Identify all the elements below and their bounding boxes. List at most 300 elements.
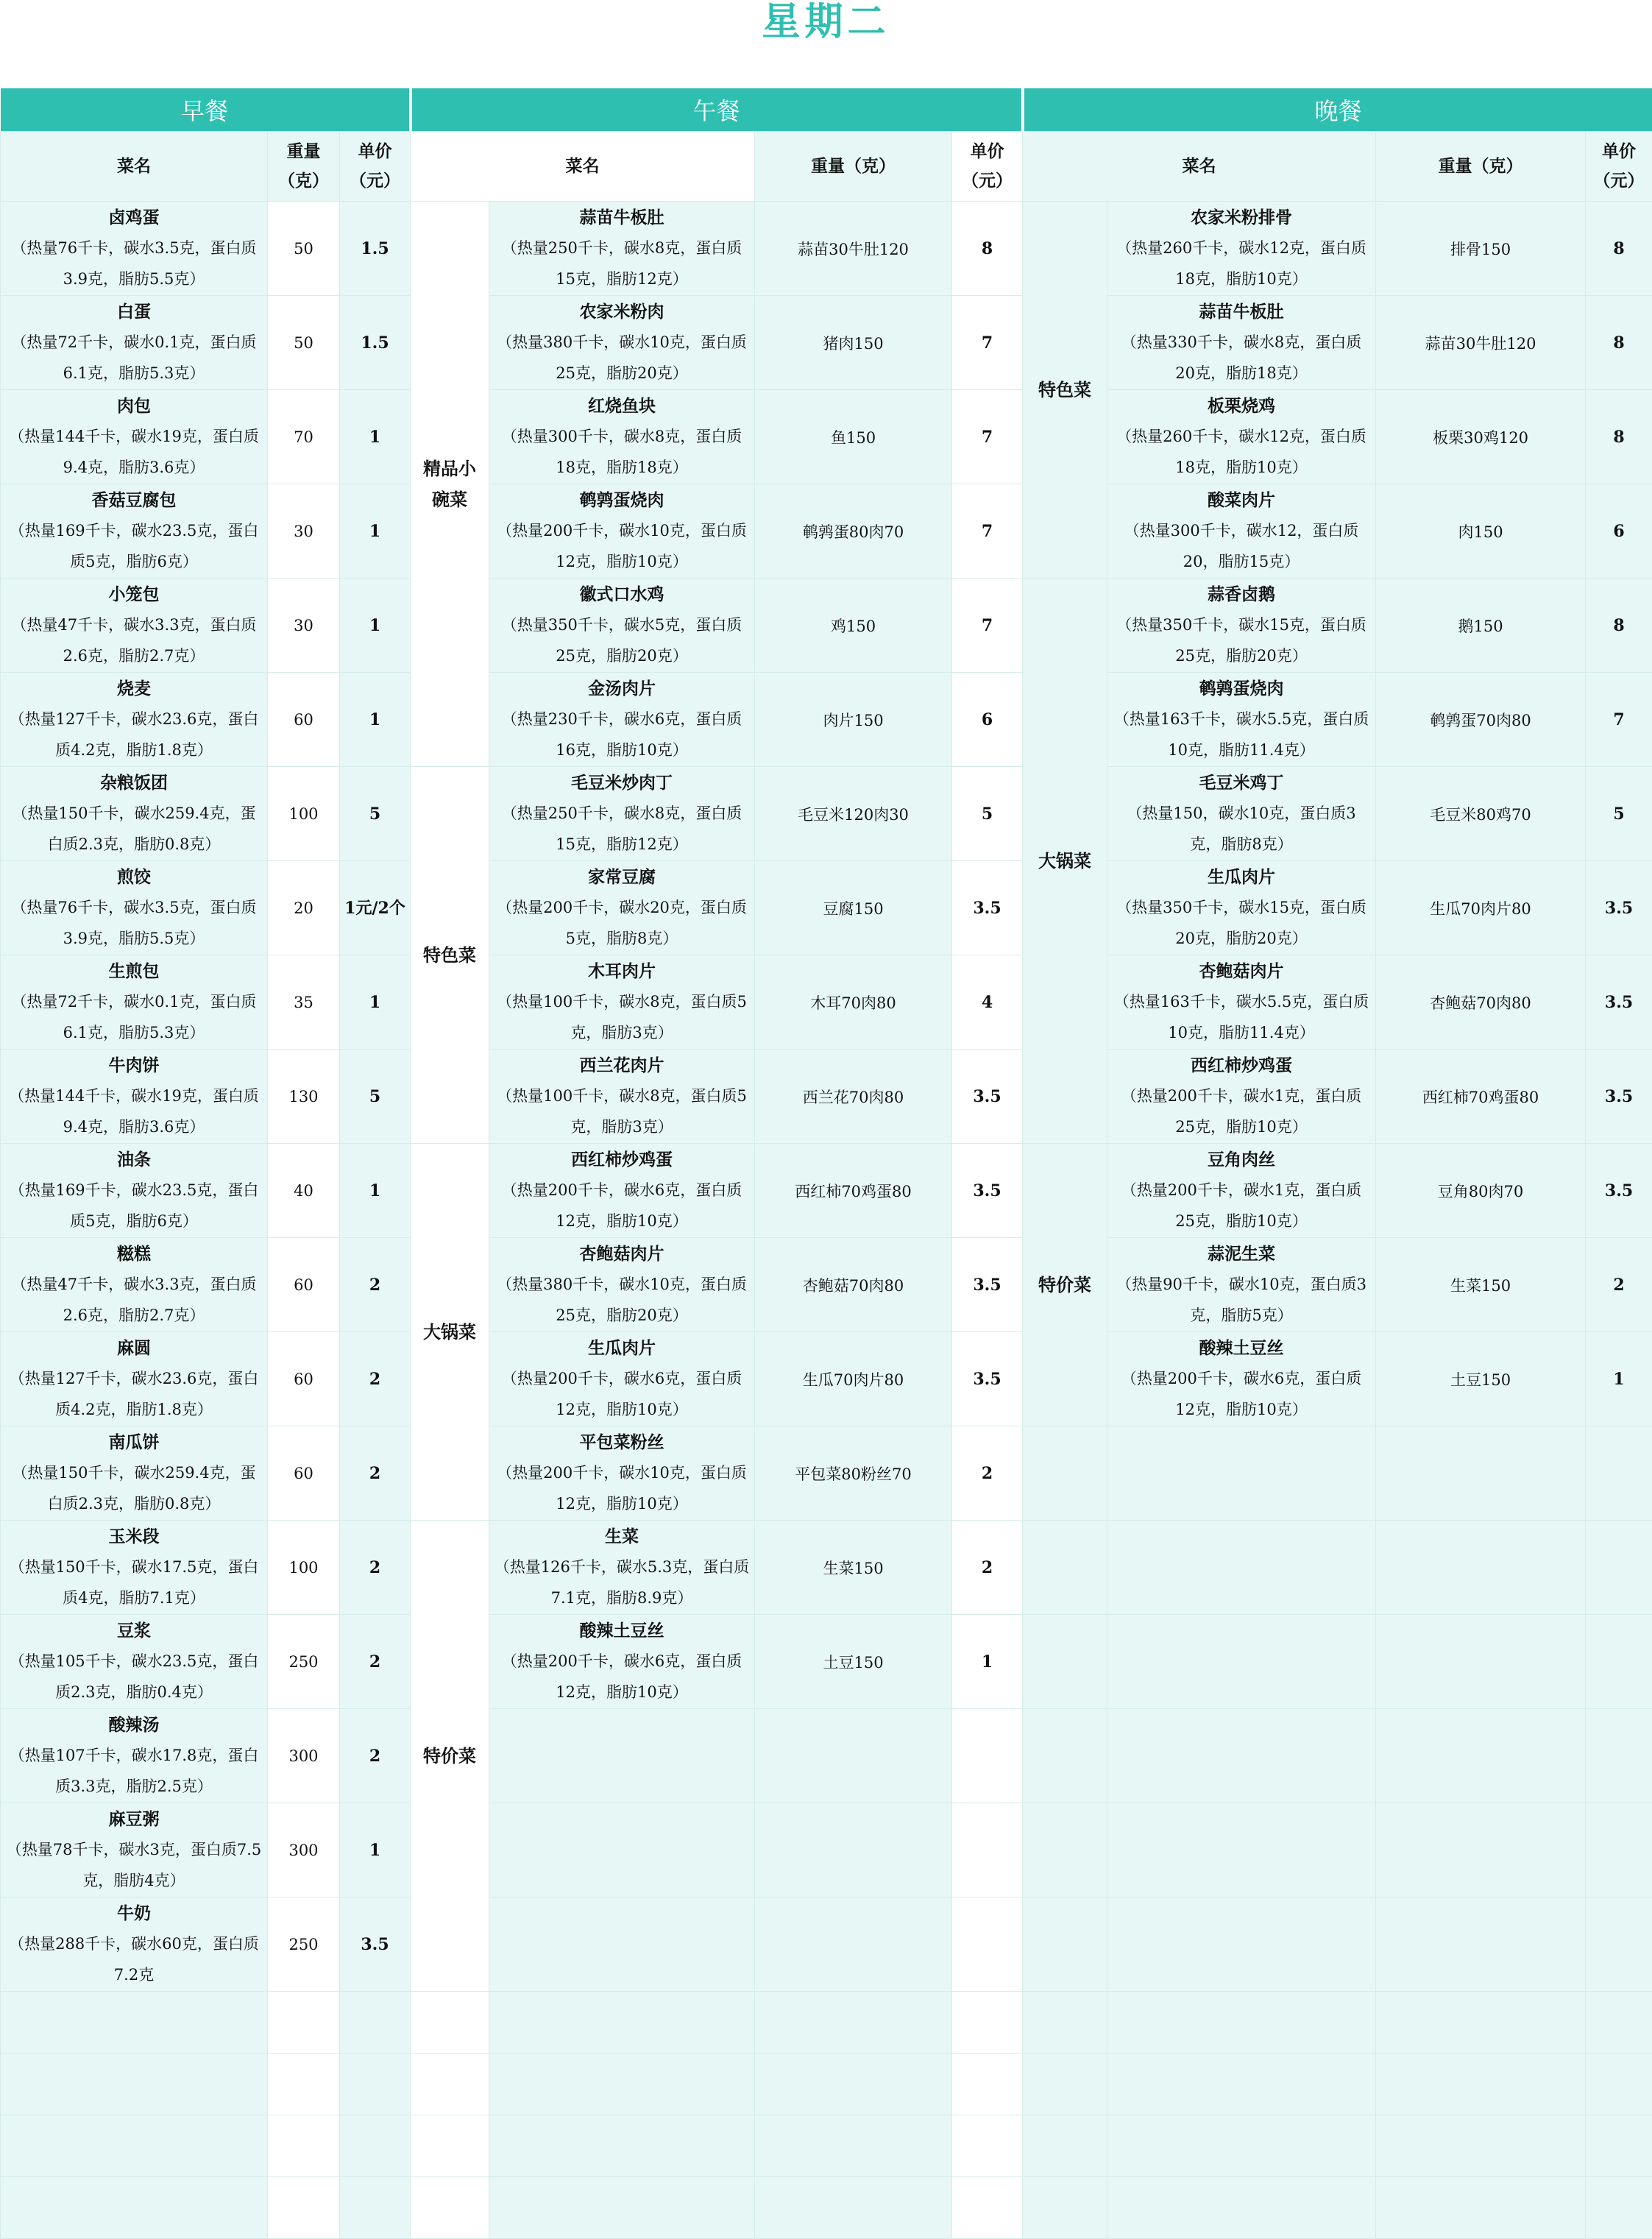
- breakfast-price: 1: [340, 673, 411, 767]
- lunch-dish-nutrition: （热量230千卡，碳水6克，蛋白质16克，脂肪10克）: [494, 704, 750, 765]
- empty-cell: [1023, 2115, 1107, 2177]
- empty-cell: [952, 1803, 1023, 1897]
- menu-row: [1, 1615, 1652, 1709]
- empty-cell: [755, 1992, 952, 2054]
- breakfast-dish: [1, 955, 268, 1050]
- breakfast-dish-name: 杂粮饭团: [5, 768, 263, 798]
- lunch-price: 2: [952, 1521, 1023, 1615]
- breakfast-price: 2: [340, 1426, 411, 1521]
- lunch-weight: 蒜苗30牛肚120: [755, 202, 952, 296]
- empty-cell: [952, 1709, 1023, 1803]
- breakfast-dish: [1, 1615, 268, 1709]
- breakfast-weight: 100: [268, 1521, 340, 1615]
- menu-row: [1, 1897, 1652, 1992]
- dinner-weight: 杏鲍菇70肉80: [1376, 955, 1586, 1050]
- dinner-dish-nutrition: （热量163千卡，碳水5.5克，蛋白质10克，脂肪11.4克）: [1112, 986, 1371, 1048]
- breakfast-dish-nutrition: （热量169千卡，碳水23.5克，蛋白质5克，脂肪6克）: [5, 515, 263, 577]
- dinner-dish-name: 蒜泥生菜: [1112, 1239, 1371, 1269]
- meal-dinner-header: 晚餐: [1023, 88, 1652, 132]
- dinner-weight: 板栗30鸡120: [1376, 390, 1586, 484]
- breakfast-dish: [1, 861, 268, 955]
- dinner-weight: 蒜苗30牛肚120: [1376, 296, 1586, 390]
- meal-header-row: [1, 88, 1652, 132]
- breakfast-dish: [1, 202, 268, 296]
- empty-cell: [268, 1992, 340, 2054]
- breakfast-dish-nutrition: （热量150千卡，碳水259.4克，蛋白质2.3克，脂肪0.8克）: [5, 1457, 263, 1519]
- breakfast-dish-header: 菜名: [1, 132, 268, 202]
- lunch-weight: 西兰花70肉80: [755, 1050, 952, 1144]
- empty-cell: [952, 2054, 1023, 2115]
- dinner-dish-nutrition: （热量350千卡，碳水15克，蛋白质25克，脂肪20克）: [1112, 609, 1371, 671]
- breakfast-weight: 250: [268, 1897, 340, 1992]
- lunch-price: 7: [952, 484, 1023, 579]
- breakfast-dish-name: 麻圆: [5, 1333, 263, 1363]
- breakfast-weight: 300: [268, 1803, 340, 1897]
- empty-cell: [755, 1709, 952, 1803]
- empty-cell: [1586, 1615, 1652, 1709]
- empty-cell: [952, 1897, 1023, 1992]
- dinner-dish-nutrition: （热量260千卡，碳水12克，蛋白质18克，脂肪10克）: [1112, 421, 1371, 483]
- breakfast-dish: [1, 1521, 268, 1615]
- dinner-price: 3.5: [1586, 955, 1652, 1050]
- lunch-dish-nutrition: （热量100千卡，碳水8克，蛋白质5克，脂肪3克）: [494, 986, 750, 1048]
- lunch-dish-name: 酸辣土豆丝: [494, 1616, 750, 1646]
- dinner-price: 3.5: [1586, 1144, 1652, 1238]
- dinner-weight: 豆角80肉70: [1376, 1144, 1586, 1238]
- lunch-weight: 鹌鹑蛋80肉70: [755, 484, 952, 579]
- lunch-dish-nutrition: （热量200千卡，碳水20克，蛋白质5克，脂肪8克）: [494, 892, 750, 954]
- dinner-dish: [1107, 767, 1376, 861]
- lunch-dish-name: 毛豆米炒肉丁: [494, 768, 750, 798]
- lunch-dish: [489, 579, 755, 673]
- empty-cell: [1107, 1709, 1376, 1803]
- lunch-category: 精品小碗菜: [411, 202, 489, 767]
- lunch-price: 8: [952, 202, 1023, 296]
- empty-cell: [1107, 1521, 1376, 1615]
- menu-row: [1, 1144, 1652, 1238]
- breakfast-price: 2: [340, 1332, 411, 1426]
- lunch-weight: 毛豆米120肉30: [755, 767, 952, 861]
- empty-cell: [489, 1992, 755, 2054]
- lunch-dish-name: 生瓜肉片: [494, 1333, 750, 1363]
- lunch-dish-name: 西兰花肉片: [494, 1050, 750, 1080]
- dinner-weight: 土豆150: [1376, 1332, 1586, 1426]
- dinner-price: 5: [1586, 767, 1652, 861]
- menu-row: [1, 202, 1652, 296]
- meal-lunch-header: 午餐: [411, 88, 1023, 132]
- dinner-dish-name: 蒜苗牛板肚: [1112, 297, 1371, 327]
- empty-cell: [1586, 1992, 1652, 2054]
- menu-row: [1, 1992, 1652, 2054]
- menu-row: [1, 2115, 1652, 2177]
- breakfast-price: 1.5: [340, 202, 411, 296]
- empty-cell: [1107, 1426, 1376, 1521]
- menu-row: [1, 296, 1652, 390]
- empty-cell: [1023, 1992, 1107, 2054]
- dinner-dish-nutrition: （热量163千卡，碳水5.5克，蛋白质10克，脂肪11.4克）: [1112, 704, 1371, 765]
- lunch-weight: 木耳70肉80: [755, 955, 952, 1050]
- breakfast-weight: 60: [268, 1332, 340, 1426]
- dinner-weight: 鹌鹑蛋70肉80: [1376, 673, 1586, 767]
- empty-cell: [1376, 2054, 1586, 2115]
- lunch-dish: [489, 1144, 755, 1238]
- empty-cell: [1586, 1803, 1652, 1897]
- lunch-dish-name: 西红柿炒鸡蛋: [494, 1145, 750, 1175]
- dinner-weight: 生瓜70肉片80: [1376, 861, 1586, 955]
- empty-cell: [1023, 1615, 1107, 1709]
- lunch-dish: [489, 1615, 755, 1709]
- lunch-price: 7: [952, 390, 1023, 484]
- breakfast-price: 5: [340, 1050, 411, 1144]
- breakfast-dish-name: 牛肉饼: [5, 1050, 263, 1080]
- empty-cell: [1376, 1897, 1586, 1992]
- breakfast-price: 2: [340, 1238, 411, 1332]
- lunch-dish-nutrition: （热量200千卡，碳水6克，蛋白质12克，脂肪10克）: [494, 1175, 750, 1237]
- dinner-weight: 生菜150: [1376, 1238, 1586, 1332]
- dinner-price: 3.5: [1586, 861, 1652, 955]
- empty-cell: [755, 2177, 952, 2239]
- dinner-dish-nutrition: （热量200千卡，碳水1克，蛋白质25克，脂肪10克）: [1112, 1080, 1371, 1142]
- dinner-dish: [1107, 673, 1376, 767]
- breakfast-weight: 130: [268, 1050, 340, 1144]
- breakfast-weight: 50: [268, 202, 340, 296]
- dinner-price: 8: [1586, 296, 1652, 390]
- dinner-price: 1: [1586, 1332, 1652, 1426]
- empty-cell: [340, 2054, 411, 2115]
- empty-cell: [1107, 2054, 1376, 2115]
- empty-cell: [1376, 1709, 1586, 1803]
- empty-cell: [1376, 1426, 1586, 1521]
- lunch-dish: [489, 1521, 755, 1615]
- empty-cell: [1107, 1992, 1376, 2054]
- menu-row: [1, 1426, 1652, 1521]
- lunch-dish: [489, 767, 755, 861]
- lunch-dish-nutrition: （热量250千卡，碳水8克，蛋白质15克，脂肪12克）: [494, 233, 750, 294]
- breakfast-dish: [1, 1897, 268, 1992]
- dinner-dish-name: 农家米粉排骨: [1112, 202, 1371, 233]
- lunch-dish-name: 生菜: [494, 1521, 750, 1552]
- breakfast-dish: [1, 579, 268, 673]
- lunch-dish-nutrition: （热量250千卡，碳水8克，蛋白质15克，脂肪12克）: [494, 798, 750, 860]
- dinner-dish: [1107, 1332, 1376, 1426]
- dinner-category: 大锅菜: [1023, 579, 1107, 1144]
- menu-row: [1, 1238, 1652, 1332]
- empty-cell: [489, 1709, 755, 1803]
- dinner-dish: [1107, 202, 1376, 296]
- lunch-price: 3.5: [952, 1332, 1023, 1426]
- dinner-dish-nutrition: （热量330千卡，碳水8克，蛋白质20克，脂肪18克）: [1112, 327, 1371, 389]
- dinner-weight-header: 重量（克）: [1376, 132, 1586, 202]
- empty-cell: [952, 2177, 1023, 2239]
- empty-cell: [1107, 1803, 1376, 1897]
- empty-cell: [1, 1992, 268, 2054]
- empty-cell: [1023, 2177, 1107, 2239]
- lunch-dish-name: 鹌鹑蛋烧肉: [494, 485, 750, 515]
- column-header-row: [1, 132, 1652, 202]
- breakfast-weight: 70: [268, 390, 340, 484]
- empty-cell: [1107, 2177, 1376, 2239]
- menu-row: [1, 1332, 1652, 1426]
- lunch-weight-header: 重量（克）: [755, 132, 952, 202]
- dinner-category: 特色菜: [1023, 202, 1107, 579]
- lunch-dish: [489, 1050, 755, 1144]
- empty-cell: [755, 1803, 952, 1897]
- breakfast-dish-name: 油条: [5, 1145, 263, 1175]
- lunch-dish: [489, 484, 755, 579]
- dinner-weight: 西红柿70鸡蛋80: [1376, 1050, 1586, 1144]
- lunch-weight: 生菜150: [755, 1521, 952, 1615]
- breakfast-dish-nutrition: （热量144千卡，碳水19克，蛋白质9.4克，脂肪3.6克）: [5, 421, 263, 483]
- dinner-price: 8: [1586, 579, 1652, 673]
- lunch-dish: [489, 1332, 755, 1426]
- breakfast-dish-name: 白蛋: [5, 297, 263, 327]
- breakfast-weight: 35: [268, 955, 340, 1050]
- dinner-price: 2: [1586, 1238, 1652, 1332]
- empty-cell: [268, 2177, 340, 2239]
- breakfast-price: 2: [340, 1615, 411, 1709]
- dinner-dish-nutrition: （热量300千卡，碳水12，蛋白质20，脂肪15克）: [1112, 515, 1371, 577]
- breakfast-dish-name: 南瓜饼: [5, 1427, 263, 1457]
- dinner-weight: 排骨150: [1376, 202, 1586, 296]
- lunch-price: 4: [952, 955, 1023, 1050]
- empty-cell: [1023, 2054, 1107, 2115]
- breakfast-dish-nutrition: （热量127千卡，碳水23.6克，蛋白质4.2克，脂肪1.8克）: [5, 704, 263, 765]
- breakfast-dish-name: 卤鸡蛋: [5, 202, 263, 233]
- empty-cell: [952, 2115, 1023, 2177]
- lunch-weight: 土豆150: [755, 1615, 952, 1709]
- breakfast-dish-name: 糍糕: [5, 1239, 263, 1269]
- breakfast-dish-nutrition: （热量72千卡，碳水0.1克，蛋白质6.1克，脂肪5.3克）: [5, 986, 263, 1048]
- dinner-dish-nutrition: （热量200千卡，碳水6克，蛋白质12克，脂肪10克）: [1112, 1363, 1371, 1425]
- breakfast-weight: 50: [268, 296, 340, 390]
- dinner-dish-name: 鹌鹑蛋烧肉: [1112, 673, 1371, 704]
- empty-cell: [1586, 1521, 1652, 1615]
- breakfast-dish: [1, 1332, 268, 1426]
- empty-cell: [1023, 1897, 1107, 1992]
- dinner-dish: [1107, 1144, 1376, 1238]
- dinner-dish: [1107, 579, 1376, 673]
- dinner-price-header: 单价（元）: [1586, 132, 1652, 202]
- breakfast-dish: [1, 484, 268, 579]
- lunch-dish-nutrition: （热量200千卡，碳水10克，蛋白质12克，脂肪10克）: [494, 515, 750, 577]
- empty-cell: [1023, 1709, 1107, 1803]
- breakfast-price: 1: [340, 484, 411, 579]
- lunch-dish-name: 农家米粉肉: [494, 297, 750, 327]
- lunch-weight: 鱼150: [755, 390, 952, 484]
- lunch-dish-name: 杏鲍菇肉片: [494, 1239, 750, 1269]
- lunch-weight: 豆腐150: [755, 861, 952, 955]
- lunch-price: 7: [952, 296, 1023, 390]
- breakfast-price: 1: [340, 579, 411, 673]
- breakfast-weight-header: 重量（克）: [268, 132, 340, 202]
- lunch-dish-name: 蒜苗牛板肚: [494, 202, 750, 233]
- lunch-weight: 生瓜70肉片80: [755, 1332, 952, 1426]
- breakfast-weight: 300: [268, 1709, 340, 1803]
- breakfast-dish: [1, 1803, 268, 1897]
- lunch-dish-nutrition: （热量380千卡，碳水10克，蛋白质25克，脂肪20克）: [494, 327, 750, 389]
- breakfast-dish: [1, 390, 268, 484]
- breakfast-price: 2: [340, 1521, 411, 1615]
- empty-cell: [489, 2115, 755, 2177]
- menu-table: [0, 88, 1652, 2239]
- breakfast-price: 3.5: [340, 1897, 411, 1992]
- empty-cell: [755, 2115, 952, 2177]
- breakfast-dish-nutrition: （热量288千卡，碳水60克，蛋白质7.2克: [5, 1928, 263, 1990]
- breakfast-dish-nutrition: （热量47千卡，碳水3.3克，蛋白质2.6克，脂肪2.7克）: [5, 1269, 263, 1331]
- breakfast-dish: [1, 1426, 268, 1521]
- dinner-dish: [1107, 1050, 1376, 1144]
- lunch-dish: [489, 296, 755, 390]
- menu-row: [1, 955, 1652, 1050]
- breakfast-dish-name: 玉米段: [5, 1521, 263, 1552]
- breakfast-dish-nutrition: （热量105千卡，碳水23.5克，蛋白质2.3克，脂肪0.4克）: [5, 1646, 263, 1708]
- empty-cell: [755, 1897, 952, 1992]
- breakfast-dish-nutrition: （热量78千卡，碳水3克，蛋白质7.5克，脂肪4克）: [5, 1834, 263, 1896]
- breakfast-dish: [1, 1144, 268, 1238]
- breakfast-dish-nutrition: （热量150千卡，碳水259.4克，蛋白质2.3克，脂肪0.8克）: [5, 798, 263, 860]
- menu-row: [1, 1521, 1652, 1615]
- breakfast-dish-nutrition: （热量144千卡，碳水19克，蛋白质9.4克，脂肪3.6克）: [5, 1080, 263, 1142]
- empty-cell: [489, 1897, 755, 1992]
- empty-cell: [1376, 2177, 1586, 2239]
- lunch-dish-nutrition: （热量300千卡，碳水8克，蛋白质18克，脂肪18克）: [494, 421, 750, 483]
- dinner-category: 特价菜: [1023, 1144, 1107, 1426]
- empty-cell: [1023, 1521, 1107, 1615]
- menu-row: [1, 579, 1652, 673]
- lunch-dish: [489, 1426, 755, 1521]
- lunch-dish-name: 木耳肉片: [494, 956, 750, 986]
- breakfast-dish-name: 酸辣汤: [5, 1710, 263, 1740]
- lunch-weight: 猪肉150: [755, 296, 952, 390]
- empty-cell: [1376, 1521, 1586, 1615]
- breakfast-weight: 250: [268, 1615, 340, 1709]
- breakfast-weight: 30: [268, 579, 340, 673]
- breakfast-dish: [1, 296, 268, 390]
- dinner-dish-nutrition: （热量350千卡，碳水15克，蛋白质20克，脂肪20克）: [1112, 892, 1371, 954]
- empty-cell: [1107, 1615, 1376, 1709]
- lunch-weight: 西红柿70鸡蛋80: [755, 1144, 952, 1238]
- empty-cell: [1586, 2054, 1652, 2115]
- lunch-weight: 肉片150: [755, 673, 952, 767]
- empty-cell: [1107, 2115, 1376, 2177]
- breakfast-dish-nutrition: （热量76千卡，碳水3.5克，蛋白质3.9克，脂肪5.5克）: [5, 892, 263, 954]
- menu-row: [1, 1050, 1652, 1144]
- dinner-price: 3.5: [1586, 1050, 1652, 1144]
- breakfast-weight: 100: [268, 767, 340, 861]
- breakfast-dish-name: 牛奶: [5, 1898, 263, 1928]
- empty-cell: [1586, 1426, 1652, 1521]
- dinner-dish-name: 豆角肉丝: [1112, 1145, 1371, 1175]
- dinner-weight: 毛豆米80鸡70: [1376, 767, 1586, 861]
- lunch-price: 5: [952, 767, 1023, 861]
- menu-row: [1, 861, 1652, 955]
- empty-cell: [1376, 1803, 1586, 1897]
- lunch-dish: [489, 673, 755, 767]
- breakfast-dish-name: 香菇豆腐包: [5, 485, 263, 515]
- empty-cell: [1586, 2115, 1652, 2177]
- dinner-dish-name: 板栗烧鸡: [1112, 391, 1371, 421]
- breakfast-price: 1: [340, 390, 411, 484]
- empty-cell: [1586, 2177, 1652, 2239]
- breakfast-price: 1元/2个: [340, 861, 411, 955]
- breakfast-weight: 30: [268, 484, 340, 579]
- lunch-dish-nutrition: （热量126千卡，碳水5.3克，蛋白质7.1克，脂肪8.9克）: [494, 1552, 750, 1613]
- lunch-price: 7: [952, 579, 1023, 673]
- empty-cell: [1023, 1426, 1107, 1521]
- breakfast-dish-nutrition: （热量150千卡，碳水17.5克，蛋白质4克，脂肪7.1克）: [5, 1552, 263, 1613]
- breakfast-weight: 60: [268, 673, 340, 767]
- breakfast-weight: 20: [268, 861, 340, 955]
- menu-row: [1, 1803, 1652, 1897]
- lunch-category: 特色菜: [411, 767, 489, 1144]
- menu-row: [1, 2054, 1652, 2115]
- dinner-dish-name: 生瓜肉片: [1112, 862, 1371, 892]
- lunch-dish-nutrition: （热量200千卡，碳水6克，蛋白质12克，脂肪10克）: [494, 1646, 750, 1708]
- empty-cell: [489, 1803, 755, 1897]
- lunch-dish-nutrition: （热量380千卡，碳水10克，蛋白质25克，脂肪20克）: [494, 1269, 750, 1331]
- lunch-dish-nutrition: （热量100千卡，碳水8克，蛋白质5克，脂肪3克）: [494, 1080, 750, 1142]
- dinner-dish-name: 酸辣土豆丝: [1112, 1333, 1371, 1363]
- lunch-dish: [489, 1238, 755, 1332]
- lunch-price: 1: [952, 1615, 1023, 1709]
- breakfast-weight: 40: [268, 1144, 340, 1238]
- lunch-dish-name: 徽式口水鸡: [494, 579, 750, 609]
- empty-cell: [1376, 1992, 1586, 2054]
- lunch-category: 大锅菜: [411, 1144, 489, 1521]
- breakfast-dish: [1, 673, 268, 767]
- dinner-price: 8: [1586, 390, 1652, 484]
- breakfast-dish-nutrition: （热量47千卡，碳水3.3克，蛋白质2.6克，脂肪2.7克）: [5, 609, 263, 671]
- breakfast-price: 1: [340, 955, 411, 1050]
- dinner-dish-nutrition: （热量150，碳水10克，蛋白质3克，脂肪8克）: [1112, 798, 1371, 860]
- lunch-price: 2: [952, 1426, 1023, 1521]
- empty-cell: [1, 2177, 268, 2239]
- dinner-dish-name: 蒜香卤鹅: [1112, 579, 1371, 609]
- empty-cell: [340, 2177, 411, 2239]
- dinner-dish-nutrition: （热量260千卡，碳水12克，蛋白质18克，脂肪10克）: [1112, 233, 1371, 294]
- empty-cell: [1586, 1709, 1652, 1803]
- dinner-dish-name: 毛豆米鸡丁: [1112, 768, 1371, 798]
- lunch-dish-nutrition: （热量200千卡，碳水10克，蛋白质12克，脂肪10克）: [494, 1457, 750, 1519]
- lunch-price: 6: [952, 673, 1023, 767]
- dinner-dish: [1107, 955, 1376, 1050]
- lunch-price: 3.5: [952, 1050, 1023, 1144]
- menu-row: [1, 2177, 1652, 2239]
- empty-cell: [411, 2177, 489, 2239]
- lunch-weight: 杏鲍菇70肉80: [755, 1238, 952, 1332]
- breakfast-dish-name: 豆浆: [5, 1616, 263, 1646]
- empty-cell: [489, 2054, 755, 2115]
- menu-row: [1, 1709, 1652, 1803]
- dinner-dish-header: 菜名: [1023, 132, 1376, 202]
- breakfast-dish: [1, 1238, 268, 1332]
- dinner-dish: [1107, 390, 1376, 484]
- menu-row: [1, 390, 1652, 484]
- breakfast-price: 1: [340, 1803, 411, 1897]
- dinner-dish: [1107, 861, 1376, 955]
- meal-breakfast-header: 早餐: [1, 88, 411, 132]
- empty-cell: [755, 2054, 952, 2115]
- dinner-weight: 肉150: [1376, 484, 1586, 579]
- breakfast-dish-nutrition: （热量72千卡，碳水0.1克，蛋白质6.1克，脂肪5.3克）: [5, 327, 263, 389]
- lunch-dish: [489, 955, 755, 1050]
- breakfast-price: 5: [340, 767, 411, 861]
- breakfast-price: 2: [340, 1709, 411, 1803]
- empty-cell: [268, 2115, 340, 2177]
- empty-cell: [1376, 2115, 1586, 2177]
- breakfast-dish-name: 煎饺: [5, 862, 263, 892]
- dinner-dish: [1107, 484, 1376, 579]
